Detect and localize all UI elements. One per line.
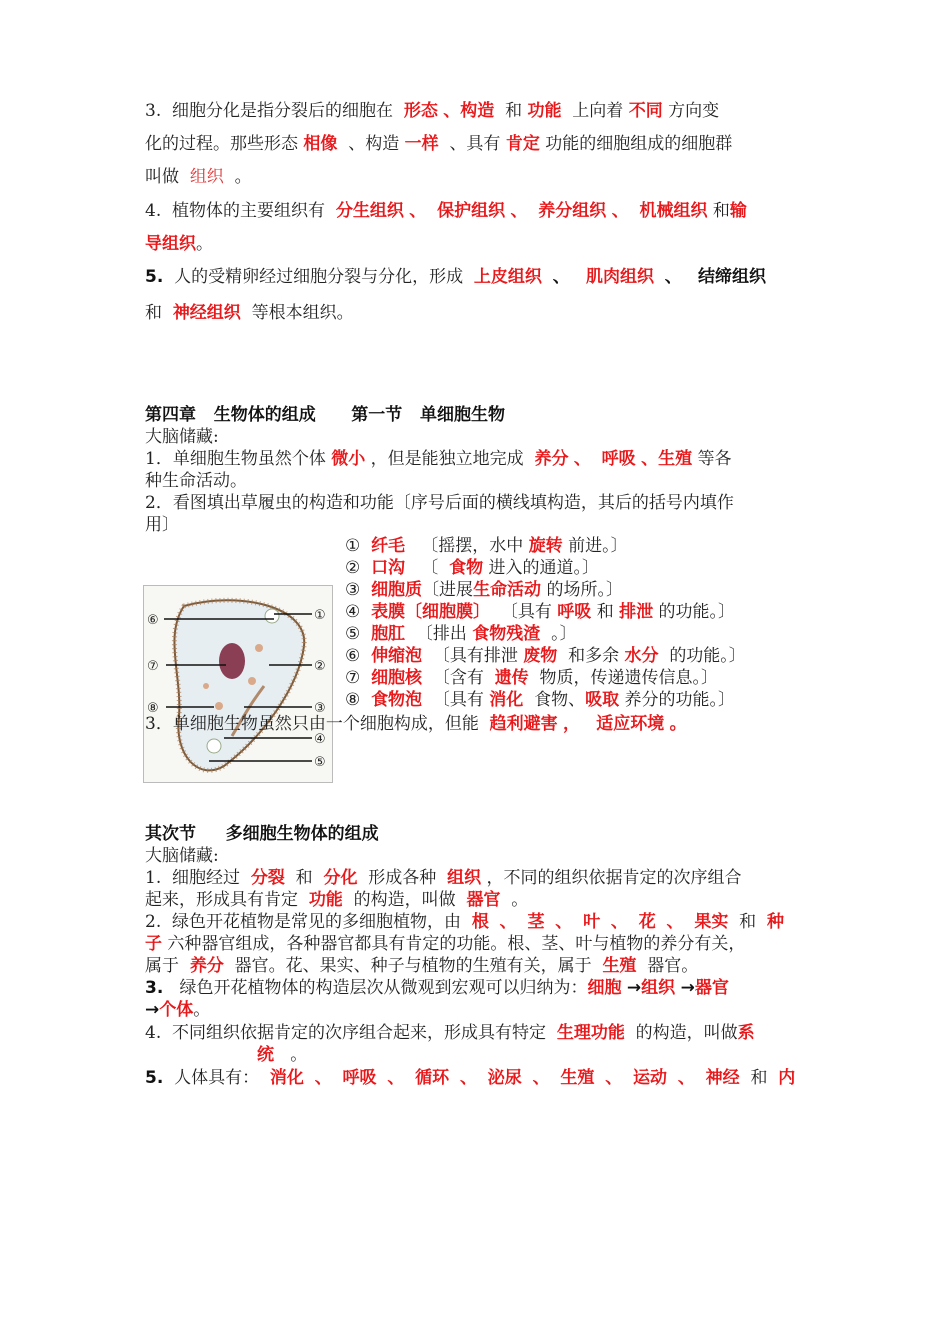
label-5: ⑤ 胞肛 〔排出 食物残渣 。〕 xyxy=(345,624,577,644)
fig-num-2: ② xyxy=(314,659,326,674)
p4-line2: 统 。 xyxy=(257,1045,308,1065)
memory-label-2: 大脑储藏: xyxy=(145,846,219,866)
paramecium-illustration xyxy=(144,586,332,782)
s1-line1: 3. 细胞分化是指分裂后的细胞在 形态 、构造 和 功能 上向着 不同 方向变 xyxy=(145,101,720,121)
contractile-vacuole-top xyxy=(265,609,279,623)
label-4: ④ 表膜〔细胞膜〕 〔具有 呼吸 和 排泄 的功能。〕 xyxy=(345,602,735,622)
p3-line2: →个体。 xyxy=(145,1000,211,1020)
p5-line: 5. 人体具有： 消化 、 呼吸 、 循环 、 泌尿 、 生殖 、 运动 、 神经 和 内 xyxy=(145,1068,796,1088)
p3-line1: 3. 绿色开花植物体的构造层次从微观到宏观可以归纳为：细胞 →组织 →器官 xyxy=(145,978,729,998)
q2-line1: 2．看图填出草履虫的构造和功能〔序号后面的横线填构造，其后的括号内填作 xyxy=(145,493,734,513)
chapter-title: 第四章 生物体的组成 第一节 单细胞生物 xyxy=(145,405,506,425)
cell-body xyxy=(174,600,304,770)
fig-num-5: ⑤ xyxy=(314,755,326,770)
nucleus xyxy=(219,643,245,679)
p2-line2: 子 六种器官组成，各种器官都具有肯定的功能。根、茎、叶与植物的养分有关， xyxy=(145,934,746,954)
fig-num-3: ③ xyxy=(314,701,326,716)
p2-line1: 2. 绿色开花植物是常见的多细胞植物，由 根 、 茎 、 叶 、 花 、 果实 和 种 xyxy=(145,912,784,932)
fig-num-8: ⑧ xyxy=(147,701,159,716)
s1-line2: 化的过程。那些形态 相像 、构造 一样 、具有 肯定 功能的细胞组成的细胞群 xyxy=(145,134,733,154)
fig-num-4: ④ xyxy=(314,732,326,747)
q1-line2: 种生命活动。 xyxy=(145,471,247,491)
food-vacuole xyxy=(248,677,256,685)
label-2: ② 口沟 〔 食物 进入的通道。〕 xyxy=(345,558,599,578)
s1-line5: 导组织。 xyxy=(145,234,213,254)
fig-num-1: ① xyxy=(314,608,326,623)
p1-line2: 起来，形成具有肯定 功能 的构造，叫做 器官 。 xyxy=(145,890,529,910)
food-vacuole xyxy=(215,702,223,710)
p4-line1: 4. 不同组织依据肯定的次序组合起来，形成具有特定 生理功能 的构造，叫做系 xyxy=(145,1023,755,1043)
section-title-2: 其次节 多细胞生物体的组成 xyxy=(145,824,379,844)
s1-line3: 叫做 组织 。 xyxy=(145,167,252,187)
contractile-vacuole-bottom xyxy=(207,739,221,753)
fig-num-7: ⑦ xyxy=(147,659,159,674)
s1-line7: 和 神经组织 等根本组织。 xyxy=(145,303,354,323)
q1-line1: 1．单细胞生物虽然个体 微小 ，但是能独立地完成 养分 、 呼吸 、生殖 等各 xyxy=(145,449,732,469)
label-8: ⑧ 食物泡 〔具有 消化 食物、吸取 养分的功能。〕 xyxy=(345,690,735,710)
label-7: ⑦ 细胞核 〔含有 遗传 物质，传递遗传信息。〕 xyxy=(345,668,718,688)
label-3: ③ 细胞质〔进展生命活动 的场所。〕 xyxy=(345,580,623,600)
label-1: ① 纤毛 〔摇摆，水中 旋转 前进。〕 xyxy=(345,536,628,556)
paramecium-figure xyxy=(143,585,333,783)
food-vacuole xyxy=(203,683,209,689)
s1-line6: 5. 人的受精卵经过细胞分裂与分化，形成 上皮组织 、 肌肉组织 、 结缔组织 xyxy=(145,267,766,287)
food-vacuole xyxy=(255,644,263,652)
s1-line4: 4. 植物体的主要组织有 分生组织 、 保护组织 、 养分组织 、 机械组织 和输 xyxy=(145,201,747,221)
q3-line: 3．单细胞生物虽然只由一个细胞构成，但能 趋利避害 ， 适应环境 。 xyxy=(145,714,687,734)
label-6: ⑥ 伸缩泡 〔具有排泄 废物 和多余 水分 的功能。〕 xyxy=(345,646,746,666)
memory-label-1: 大脑储藏: xyxy=(145,427,219,447)
p2-line3: 属于 养分 器官。花、果实、种子与植物的生殖有关，属于 生殖 器官。 xyxy=(145,956,699,976)
fig-num-6: ⑥ xyxy=(147,613,159,628)
q2-line2: 用〕 xyxy=(145,515,179,535)
p1-line1: 1. 细胞经过 分裂 和 分化 形成各种 组织 ，不同的组织依据肯定的次序组合 xyxy=(145,868,742,888)
